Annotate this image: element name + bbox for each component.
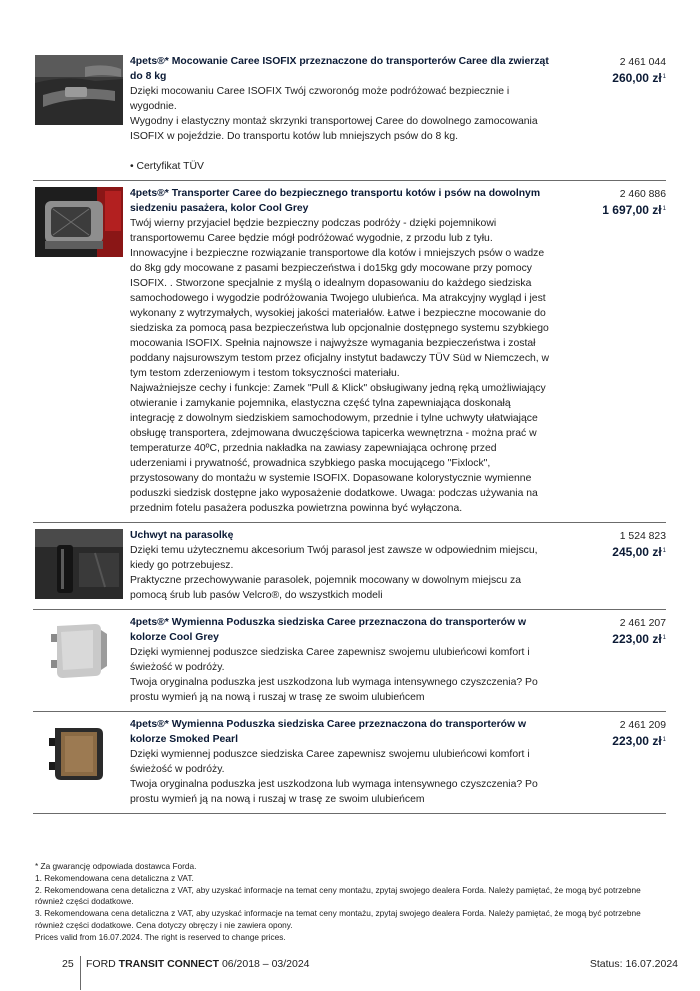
product-title: 4pets®* Transporter Caree do bezpiecznego transportu kotów i psów na dowolnym siedzeniu pasażera, kolor Cool Grey — [130, 188, 541, 214]
price-footnote-ref: 1 — [662, 206, 666, 212]
part-number: 1 524 823 — [619, 531, 666, 542]
part-number: 2 461 209 — [619, 720, 666, 731]
price-footnote-ref: 1 — [662, 635, 666, 641]
description-paragraph: Twój wierny przyjaciel będzie bezpieczny podczas podróży - dzięki pojemnikowi transportowemu Caree będzie mógł podróżować wygodnie, z przodu lub z tyłu. Innowacyjne i bezpieczne rozwiązanie transportowe dla kotów i mniejszych psów o wadze do 8kg gdy mocowane z pasami bezpieczeństwa i do15kg gdy mocowane przy pomocy ISOFIX. . Stworzone specjalnie z myślą o idealnym dopasowaniu do każdego siedziska samochodowego i wygodzie podróżowania Twojego ulubieńca. Ma atrakcyjny wygląd i jest wykonany z wytrzymałych, wysokiej jakości materiałów. Łatwe i bezpieczne mocowanie do siedziska za pomocą pasa bezpieczeństwa lub opcjonalnie dostępnego systemu szybkiego mocowania ISOFIX. Spełnia najnowsze i najwyższe wymagania bezpieczeństwa i został poddany najsurowszym testom przez oficjalny instytut badawczy TÜV Süd w Niemczech, w tym testom zderzeniowym i testom toksyczności materiału. — [130, 218, 550, 379]
price-column — [612, 55, 666, 86]
pet-carrier-photo — [35, 187, 123, 257]
product-title: 4pets®* Mocowanie Caree ISOFIX przeznaczone do transporterów Caree dla zwierząt do 8 kg — [130, 56, 549, 82]
product-body — [130, 54, 550, 174]
footnotes — [35, 861, 665, 944]
product-description — [130, 645, 550, 705]
footnote: 3. Rekomendowana cena detaliczna z VAT, aby uzyskać informacje na temat ceny montażu, zpytaj swojego dealera Forda. Należy pamiętać, że mogą być potrzebne również części dodatkowe. Cena dotyczy obręczy i nie zawiera opony. — [35, 908, 641, 930]
footer-divider — [80, 956, 81, 990]
footnote: Prices valid from 16.07.2024. The right is reserved to change prices. — [35, 931, 286, 942]
part-number: 2 461 044 — [619, 57, 666, 68]
price-value: 223,00 zł — [612, 734, 662, 748]
description-paragraph: Dzięki wymiennej poduszce siedziska Caree zapewnisz swojemu ulubieńcowi komfort i świeżość w podróży. — [130, 647, 530, 673]
footnote: 1. Rekomendowana cena detaliczna z VAT. — [35, 872, 194, 883]
price-footnote-ref: 1 — [662, 548, 666, 554]
product-title: 4pets®* Wymienna Poduszka siedziska Caree przeznaczona do transporterów w kolorze Smoked Pearl — [130, 719, 527, 745]
footer-brand — [86, 958, 310, 970]
price — [612, 70, 666, 86]
product-description — [130, 216, 550, 516]
product-description — [130, 543, 550, 603]
product-body — [130, 717, 550, 807]
product-row — [33, 712, 666, 814]
price-column — [602, 187, 666, 218]
description-paragraph: Najważniejsze cechy i funkcje: Zamek "Pull & Klick" obsługiwany jedną ręką umożliwiający otwieranie i zamykanie pojemnika, elastyczna część tylna zapewniająca doskonałą integrację z dowolnym siedziskiem samochodowym, przednie i tylne uchwyty ułatwiające obsługę transportera, zdejmowana dwuczęściowa tapicerka wewnętrzna - można prać w temperaturze 40ºC, przednia nakładka na zawiasy zapewniająca ochronę przed uderzeniami i prywatność, prowadnica szybkiego paska mocującego "Fixlock", przystosowany do montażu w systemie ISOFIX. Dopasowane kolorystycznie wymienne poduszki siedzisk dostępne jako wyposażenie dodatkowe. Uwaga: podczas używania na przednim fotelu pasażera poduszka powietrzna powinna być wyłączona. — [130, 383, 546, 514]
price-footnote-ref: 1 — [662, 737, 666, 743]
price-column — [612, 718, 666, 749]
price-value: 245,00 zł — [612, 545, 662, 559]
paragraph-gap — [130, 144, 550, 159]
product-body — [130, 528, 550, 603]
model-name: TRANSIT CONNECT — [118, 958, 220, 970]
cushion-brown-photo — [35, 718, 123, 788]
description-paragraph: • Certyfikat TÜV — [130, 161, 204, 172]
brand-name: FORD — [86, 958, 116, 970]
page-number: 25 — [62, 958, 74, 970]
product-body — [130, 615, 550, 705]
product-description — [130, 84, 550, 174]
price — [612, 544, 666, 560]
product-body — [130, 186, 550, 516]
umbrella-holder-photo — [35, 529, 123, 599]
description-paragraph: Wygodny i elastyczny montaż skrzynki transportowej Caree do dowolnego zamocowania ISOFIX w pojeździe. Do transportu kotów lub mniejszych psów do 8 kg. — [130, 116, 538, 142]
description-paragraph: Twoja oryginalna poduszka jest uszkodzona lub wymaga intensywnego czyszczenia? Po prostu wymień ją na nową i ruszaj w trasę ze swoim ulubieńcem — [130, 779, 538, 805]
isofix-mount-photo — [35, 55, 123, 125]
price-value: 1 697,00 zł — [602, 203, 662, 217]
price-footnote-ref: 1 — [662, 74, 666, 80]
description-paragraph: Dzięki mocowaniu Caree ISOFIX Twój czworonóg może podróżować bezpiecznie i wygodnie. — [130, 86, 510, 112]
product-row — [33, 610, 666, 712]
price — [612, 733, 666, 749]
description-paragraph: Twoja oryginalna poduszka jest uszkodzona lub wymaga intensywnego czyszczenia? Po prostu wymień ją na nową i ruszaj w trasę ze swoim ulubieńcem — [130, 677, 538, 703]
price — [612, 631, 666, 647]
product-title: Uchwyt na parasolkę — [130, 530, 234, 541]
product-list — [33, 49, 666, 814]
model-years: 06/2018 – 03/2024 — [221, 958, 310, 970]
product-row — [33, 49, 666, 181]
cushion-grey-photo — [35, 616, 123, 686]
product-description — [130, 747, 550, 807]
product-title: 4pets®* Wymienna Poduszka siedziska Caree przeznaczona do transporterów w kolorze Cool Grey — [130, 617, 527, 643]
part-number: 2 460 886 — [619, 189, 666, 200]
status-date: Status: 16.07.2024 — [589, 958, 678, 970]
price — [602, 202, 666, 218]
description-paragraph: Dzięki wymiennej poduszce siedziska Caree zapewnisz swojemu ulubieńcowi komfort i świeżość w podróży. — [130, 749, 530, 775]
page-footer — [33, 956, 678, 986]
product-row — [33, 523, 666, 610]
footnote: 2. Rekomendowana cena detaliczna z VAT, aby uzyskać informacje na temat ceny montażu, zpytaj swojego dealera Forda. Należy pamiętać, że mogą być potrzebne również części dodatkowe. — [35, 884, 641, 907]
footnote: * Za gwarancję odpowiada dostawca Forda. — [35, 861, 197, 871]
price-value: 223,00 zł — [612, 632, 662, 646]
price-column — [612, 529, 666, 560]
product-row — [33, 181, 666, 523]
description-paragraph: Praktyczne przechowywanie parasolek, pojemnik mocowany w dowolnym miejscu za pomocą śrub lub pasów Velcro®, do wszystkich modeli — [130, 575, 521, 601]
price-column — [612, 616, 666, 647]
description-paragraph: Dzięki temu użytecznemu akcesorium Twój parasol jest zawsze w odpowiednim miejscu, kiedy go potrzebujesz. — [130, 545, 538, 571]
price-value: 260,00 zł — [612, 71, 662, 85]
part-number: 2 461 207 — [619, 618, 666, 629]
